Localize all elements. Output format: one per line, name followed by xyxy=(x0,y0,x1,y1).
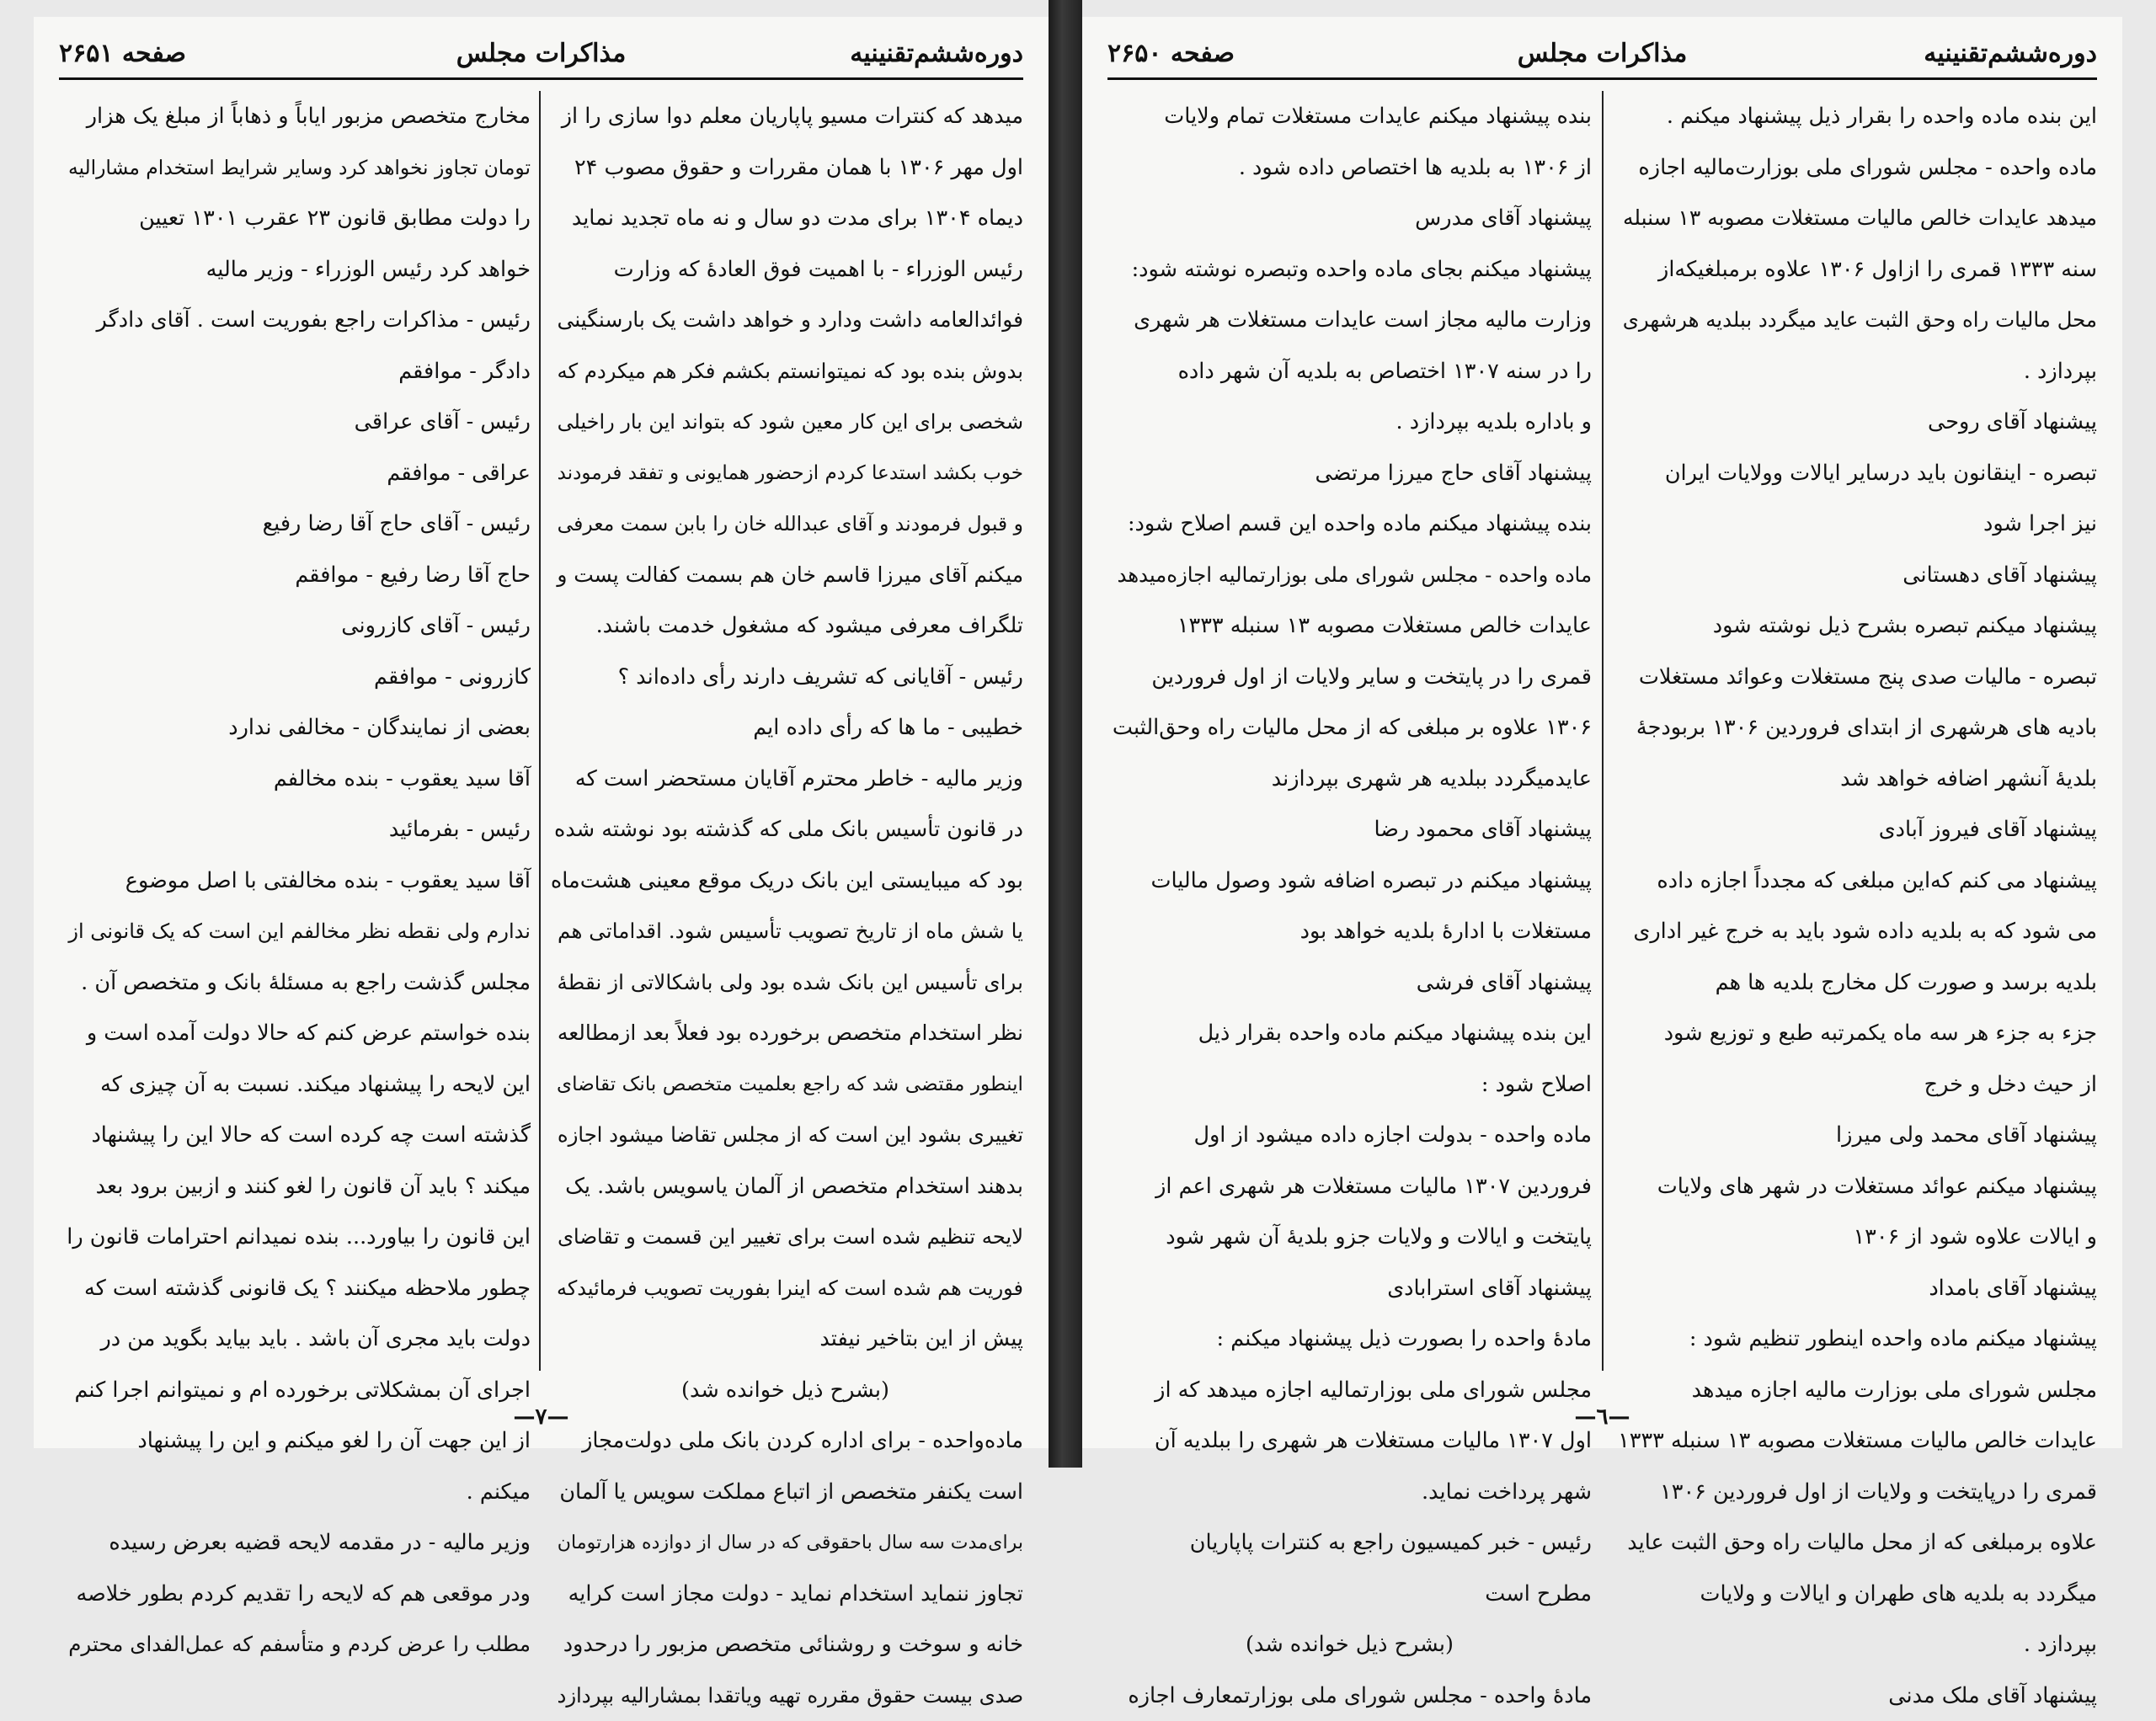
text-line: نیز اجرا شود xyxy=(1613,498,2097,550)
text-line: رئیس - آقای عراقی xyxy=(59,397,531,448)
text-line: خانه و سوخت و روشنائی متخصص مزبور را درحدود xyxy=(547,1619,1023,1670)
text-line: فوریت هم شده است که اینرا بفوریت تصویب فرمائیدکه xyxy=(547,1263,1023,1314)
text-line: گذشته است چه کرده است که حالا این را پیشنهاد xyxy=(59,1110,531,1161)
page-header xyxy=(59,30,1023,80)
text-line: بدهند استخدام متخصص از آلمان یاسویس باشد. یک xyxy=(547,1161,1023,1212)
text-line: رئیس الوزراء - با اهمیت فوق العادهٔ که وزارت xyxy=(547,244,1023,296)
text-line: پیشنهاد آقای بامداد xyxy=(1613,1263,2097,1314)
text-line: مخارج متخصص مزبور ایاباً و ذهاباً از مبلغ یک هزار xyxy=(59,91,531,142)
text-line: پیشنهاد آقای استرابادی xyxy=(1107,1263,1592,1314)
text-line: را دولت مطابق قانون ۲۳ عقرب ۱۳۰۱ تعیین xyxy=(59,193,531,244)
text-line: شهر پرداخت نماید. xyxy=(1107,1467,1592,1518)
text-line: و باداره بلدیه بپردازد . xyxy=(1107,397,1592,448)
text-line: شخصی برای این کار معین شود که بتواند این بار راخیلی xyxy=(547,397,1023,448)
text-line: کازرونی - موافقم xyxy=(59,652,531,703)
journal-title: مذاکرات مجلس xyxy=(456,39,627,68)
text-line: آقا سید یعقوب - بنده مخالفم xyxy=(59,754,531,805)
text-line: از ۱۳۰۶ به بلدیه ها اختصاص داده شود . xyxy=(1107,142,1592,194)
column-divider xyxy=(539,91,541,1371)
text-line: بنده پیشنهاد میکنم ماده واحده این قسم اصلاح شود: xyxy=(1107,498,1592,550)
page-number: صفحه ۲۶۵۱ xyxy=(59,39,186,68)
text-line: مستغلات با ادارهٔ بلدیه خواهد بود xyxy=(1107,906,1592,957)
text-line: ماده‌واحده - برای اداره کردن بانک ملی دولت‌مجاز xyxy=(547,1415,1023,1467)
text-line: تبصره - اینقانون باید درسایر ایالات وولایات ایران xyxy=(1613,448,2097,499)
text-line: تبصره - مالیات صدی پنج مستغلات وعوائد مستغلات xyxy=(1613,652,2097,703)
session-label: دوره‌ششم‌تقنینیه xyxy=(850,39,1023,68)
text-line: بود که میبایستی این بانک دریک موقع معینی هشت‌ماه xyxy=(547,855,1023,907)
text-line: خواهد کرد رئیس الوزراء - وزیر مالیه xyxy=(59,244,531,296)
text-line: میدهد که کنترات مسیو پاپاریان معلم دوا سازی را از xyxy=(547,91,1023,142)
text-line: این بنده پیشنهاد میکنم ماده واحده بقرار ذیل xyxy=(1107,1008,1592,1059)
text-line: ودر موقعی هم که لایحه را تقدیم کردم بطور خلاصه xyxy=(59,1569,531,1620)
text-line: ماده واحده - مجلس شورای ملی بوزارت‌مالیه اجازه xyxy=(1613,142,2097,194)
text-line: آقا سید یعقوب - بنده مخالفتی با اصل موضوع xyxy=(59,855,531,907)
text-line: پیشنهاد می کنم که‌این مبلغی که مجدداً اجازه داده xyxy=(1613,855,2097,907)
text-line: نظر استخدام متخصص برخورده بود فعلاً بعد ازمطالعه xyxy=(547,1008,1023,1059)
text-line: عایدمیگردد ببلدیه هر شهری بپردازند xyxy=(1107,754,1592,805)
text-line: مادهٔ واحده را بصورت ذیل پیشنهاد میکنم : xyxy=(1107,1313,1592,1365)
text-line: مطلب را عرض کردم و متأسفم که عمل‌الفدای محترم xyxy=(59,1619,531,1670)
text-line: از حیث دخل و خرج xyxy=(1613,1059,2097,1111)
text-line: میکنم آقای میرزا قاسم خان هم بسمت کفالت پست و xyxy=(547,550,1023,601)
text-column-left xyxy=(59,91,531,1371)
text-line: مطرح است xyxy=(1107,1569,1592,1620)
text-line: پیشنهاد آقای دهستانی xyxy=(1613,550,2097,601)
text-line: میگردد به بلدیه های طهران و ایالات و ولایات xyxy=(1613,1569,2097,1620)
text-line: می شود که به بلدیه داده شود باید به خرج غیر اداری xyxy=(1613,906,2097,957)
text-line: بپردازد . xyxy=(1613,346,2097,397)
text-line: از این جهت آن را لغو میکنم و این را پیشنهاد xyxy=(59,1415,531,1467)
text-line: و ایالات علاوه شود از ۱۳۰۶ xyxy=(1613,1212,2097,1263)
text-line: پیشنهاد آقای ملک مدنی xyxy=(1613,1670,2097,1721)
text-line: ندارم ولی نقطه نظر مخالفم این است که یک قانونی از xyxy=(59,906,531,957)
page-footer: —٧— xyxy=(34,1404,1049,1430)
text-line: رئیس - خبر کمیسیون راجع به کنترات پاپاریان xyxy=(1107,1517,1592,1569)
text-line: این لایحه را پیشنهاد میکند. نسبت به آن چیزی که xyxy=(59,1059,531,1111)
journal-title: مذاکرات مجلس xyxy=(1518,39,1688,68)
text-line: فروردین ۱۳۰۷ مالیات مستغلات هر شهری اعم از xyxy=(1107,1161,1592,1212)
text-line: دادگر - موافقم xyxy=(59,346,531,397)
text-line: پایتخت و ایالات و ولایات جزو بلدیهٔ آن شهر شود xyxy=(1107,1212,1592,1263)
text-line: پیشنهاد میکنم عوائد مستغلات در شهر های ولایات xyxy=(1613,1161,2097,1212)
text-line: رئیس - آقای حاج آقا رضا رفیع xyxy=(59,498,531,550)
text-line: پیشنهاد آقای فیروز آبادی xyxy=(1613,804,2097,855)
text-line: پیشنهاد آقای حاج میرزا مرتضی xyxy=(1107,448,1592,499)
text-line: میکند ؟ باید آن قانون را لغو کنند و ازبین برود بعد xyxy=(59,1161,531,1212)
text-line: دیماه ۱۳۰۴ برای مدت دو سال و نه ماه تجدید نماید xyxy=(547,193,1023,244)
text-line: میکنم . xyxy=(59,1467,531,1518)
text-line: محل مالیات راه وحق الثبت عاید میگردد ببلدیه هرشهری xyxy=(1613,295,2097,346)
text-line: عراقی - موافقم xyxy=(59,448,531,499)
text-line: پیشنهاد آقای محمود رضا xyxy=(1107,804,1592,855)
text-line: ۱۳۰۶ علاوه بر مبلغی که از محل مالیات راه وحق‌الثبت xyxy=(1107,702,1592,754)
text-line: چطور ملاحظه میکنند ؟ یک قانونی گذشته است که xyxy=(59,1263,531,1314)
text-line: مجلس شورای ملی بوزارت مالیه اجازه میدهد xyxy=(1613,1365,2097,1416)
text-line: رئیس - آقای کازرونی xyxy=(59,600,531,652)
text-line: پیشنهاد میکنم تبصره بشرح ذیل نوشته شود xyxy=(1613,600,2097,652)
text-line: در قانون تأسیس بانک ملی که گذشته بود نوشته شده xyxy=(547,804,1023,855)
text-line: مجلس شورای ملی بوزارتمالیه اجازه میدهد که از xyxy=(1107,1365,1592,1416)
text-line: اول ۱۳۰۷ مالیات مستغلات هر شهری را ببلدیه آن xyxy=(1107,1415,1592,1467)
text-line: تغییری بشود این است که از مجلس تقاضا میشود اجازه xyxy=(547,1110,1023,1161)
text-column-right xyxy=(547,91,1023,1371)
session-label: دوره‌ششم‌تقنینیه xyxy=(1924,39,2097,68)
text-line: خوب بکشد استدعا کردم ازحضور همایونی و تفقد فرمودند xyxy=(547,448,1023,499)
text-line: علاوه برمبلغی که از محل مالیات راه وحق الثبت عاید xyxy=(1613,1517,2097,1569)
text-line: است یکنفر متخصص از اتباع مملکت سویس یا آلمان xyxy=(547,1467,1023,1518)
text-line: رئیس - مذاکرات راجع بفوریت است . آقای دادگر xyxy=(59,295,531,346)
text-line: بلدیهٔ آنشهر اضافه خواهد شد xyxy=(1613,754,2097,805)
page-left xyxy=(34,17,1049,1448)
text-line: اینطور مقتضی شد که راجع بعلمیت متخصص بانک تقاضای xyxy=(547,1059,1023,1111)
text-line: یا شش ماه از تاریخ تصویب تأسیس شود. اقداماتی هم xyxy=(547,906,1023,957)
text-line: اجرای آن بمشکلاتی برخورده ام و نمیتوانم اجرا کنم xyxy=(59,1365,531,1416)
text-line: بلدیه برسد و صورت کل مخارج بلدیه ها هم xyxy=(1613,957,2097,1009)
text-line: دولت باید مجری آن باشد . باید بیاید بگوید من در xyxy=(59,1313,531,1365)
text-line: مجلس گذشت راجع به مسئلهٔ بانک و متخصص آن . xyxy=(59,957,531,1009)
text-line: عایدات خالص مستغلات مصوبه ۱۳ سنبله ۱۳۳۳ xyxy=(1107,600,1592,652)
text-line: پیشنهاد آقای فرشی xyxy=(1107,957,1592,1009)
text-line: تلگراف معرفی میشود که مشغول خدمت باشند. xyxy=(547,600,1023,652)
text-line: پیشنهاد آقای مدرس xyxy=(1107,193,1592,244)
text-line: بنده خواستم عرض کنم که حالا دولت آمده است و xyxy=(59,1008,531,1059)
text-line: حاج آقا رضا رفیع - موافقم xyxy=(59,550,531,601)
book-gutter xyxy=(1049,0,1082,1468)
page-footer: —٦— xyxy=(1082,1404,2122,1430)
text-line: مادهٔ واحده - مجلس شورای ملی بوزارتمعارف اجازه xyxy=(1107,1670,1592,1721)
page-header xyxy=(1107,30,2097,80)
text-line: لایحه تنظیم شده است برای تغییر این قسمت و تقاضای xyxy=(547,1212,1023,1263)
text-line: (بشرح ذیل خوانده شد) xyxy=(1107,1619,1592,1670)
text-line: وزیر مالیه - خاطر محترم آقایان مستحضر است که xyxy=(547,754,1023,805)
text-line: برای تأسیس این بانک شده بود ولی باشکالاتی از نقطهٔ xyxy=(547,957,1023,1009)
text-column-left xyxy=(1107,91,1592,1371)
text-line: سنه ۱۳۳۳ قمری را ازاول ۱۳۰۶ علاوه برمبلغیکه‌از xyxy=(1613,244,2097,296)
text-line: بدوش بنده بود که نمیتوانستم بکشم فکر هم میکردم که xyxy=(547,346,1023,397)
text-line: پیشنهاد میکنم بجای ماده واحده وتبصره نوشته شود: xyxy=(1107,244,1592,296)
text-line: بعضی از نمایندگان - مخالفی ندارد xyxy=(59,702,531,754)
text-line: ماده واحده - مجلس شورای ملی بوزارتمالیه اجازه‌میدهد xyxy=(1107,550,1592,601)
text-line: قمری را درپایتخت و ولایات از اول فروردین ۱۳۰۶ xyxy=(1613,1467,2097,1518)
column-divider xyxy=(1602,91,1604,1371)
text-column-right xyxy=(1613,91,2097,1371)
text-line: ماده واحده - بدولت اجازه داده میشود از اول xyxy=(1107,1110,1592,1161)
page-right xyxy=(1082,17,2122,1448)
text-line: پیشنهاد میکنم ماده واحده اینطور تنظیم شود : xyxy=(1613,1313,2097,1365)
text-line: جزء به جزء هر سه ماه یکمرتبه طبع و توزیع شود xyxy=(1613,1008,2097,1059)
text-line: پیشنهاد میکنم در تبصره اضافه شود وصول مالیات xyxy=(1107,855,1592,907)
text-line: اصلاح شود : xyxy=(1107,1059,1592,1111)
text-line: رئیس - بفرمائید xyxy=(59,804,531,855)
text-line: و قبول فرمودند و آقای عبدالله خان را بابن سمت معرفی xyxy=(547,498,1023,550)
text-line: بنده پیشنهاد میکنم عایدات مستغلات تمام ولایات xyxy=(1107,91,1592,142)
text-line: قمری را در پایتخت و سایر ولایات از اول فروردین xyxy=(1107,652,1592,703)
text-line: تومان تجاوز نخواهد کرد وسایر شرایط استخدام مشارالیه xyxy=(59,142,531,194)
text-line: فوائدالعامه داشت ودارد و خواهد داشت یک بارسنگینی xyxy=(547,295,1023,346)
text-line: (بشرح ذیل خوانده شد) xyxy=(547,1365,1023,1416)
text-line: این بنده ماده واحده را بقرار ذیل پیشنهاد میکنم . xyxy=(1613,91,2097,142)
text-line: این قانون را بیاورد... بنده نمیدانم احترامات قانون را xyxy=(59,1212,531,1263)
text-line: عایدات خالص مالیات مستغلات مصوبه ۱۳ سنبله ۱۳۳۳ xyxy=(1613,1415,2097,1467)
text-line: پیش از این بتاخیر نیفتد xyxy=(547,1313,1023,1365)
text-line: پیشنهاد آقای محمد ولی میرزا xyxy=(1613,1110,2097,1161)
text-line: پیشنهاد آقای روحی xyxy=(1613,397,2097,448)
text-line: وزیر مالیه - در مقدمه لایحه قضیه بعرض رسیده xyxy=(59,1517,531,1569)
text-line: اول مهر ۱۳۰۶ با همان مقررات و حقوق مصوب ۲۴ xyxy=(547,142,1023,194)
text-line: وزارت مالیه مجاز است عایدات مستغلات هر شهری xyxy=(1107,295,1592,346)
text-line: میدهد عایدات خالص مالیات مستغلات مصوبه ۱۳ سنبله xyxy=(1613,193,2097,244)
text-line: تجاوز ننماید استخدام نماید - دولت مجاز است کرایه xyxy=(547,1569,1023,1620)
page-number: صفحه ۲۶۵۰ xyxy=(1107,39,1235,68)
text-line: رئیس - آقایانی که تشریف دارند رأی داده‌اند ؟ xyxy=(547,652,1023,703)
text-line: برای‌مدت سه سال باحقوقی که در سال از دوازده هزارتومان xyxy=(547,1517,1023,1569)
text-line: خطیبی - ما ها که رأی داده ایم xyxy=(547,702,1023,754)
text-line: صدی بیست حقوق مقرره تهیه ویاتقدا بمشارالیه بپردازد xyxy=(547,1670,1023,1721)
text-line: را در سنه ۱۳۰۷ اختصاص به بلدیه آن شهر داده xyxy=(1107,346,1592,397)
text-line: بادیه های هرشهری از ابتدای فروردین ۱۳۰۶ بربودجهٔ xyxy=(1613,702,2097,754)
text-line: بپردازد . xyxy=(1613,1619,2097,1670)
